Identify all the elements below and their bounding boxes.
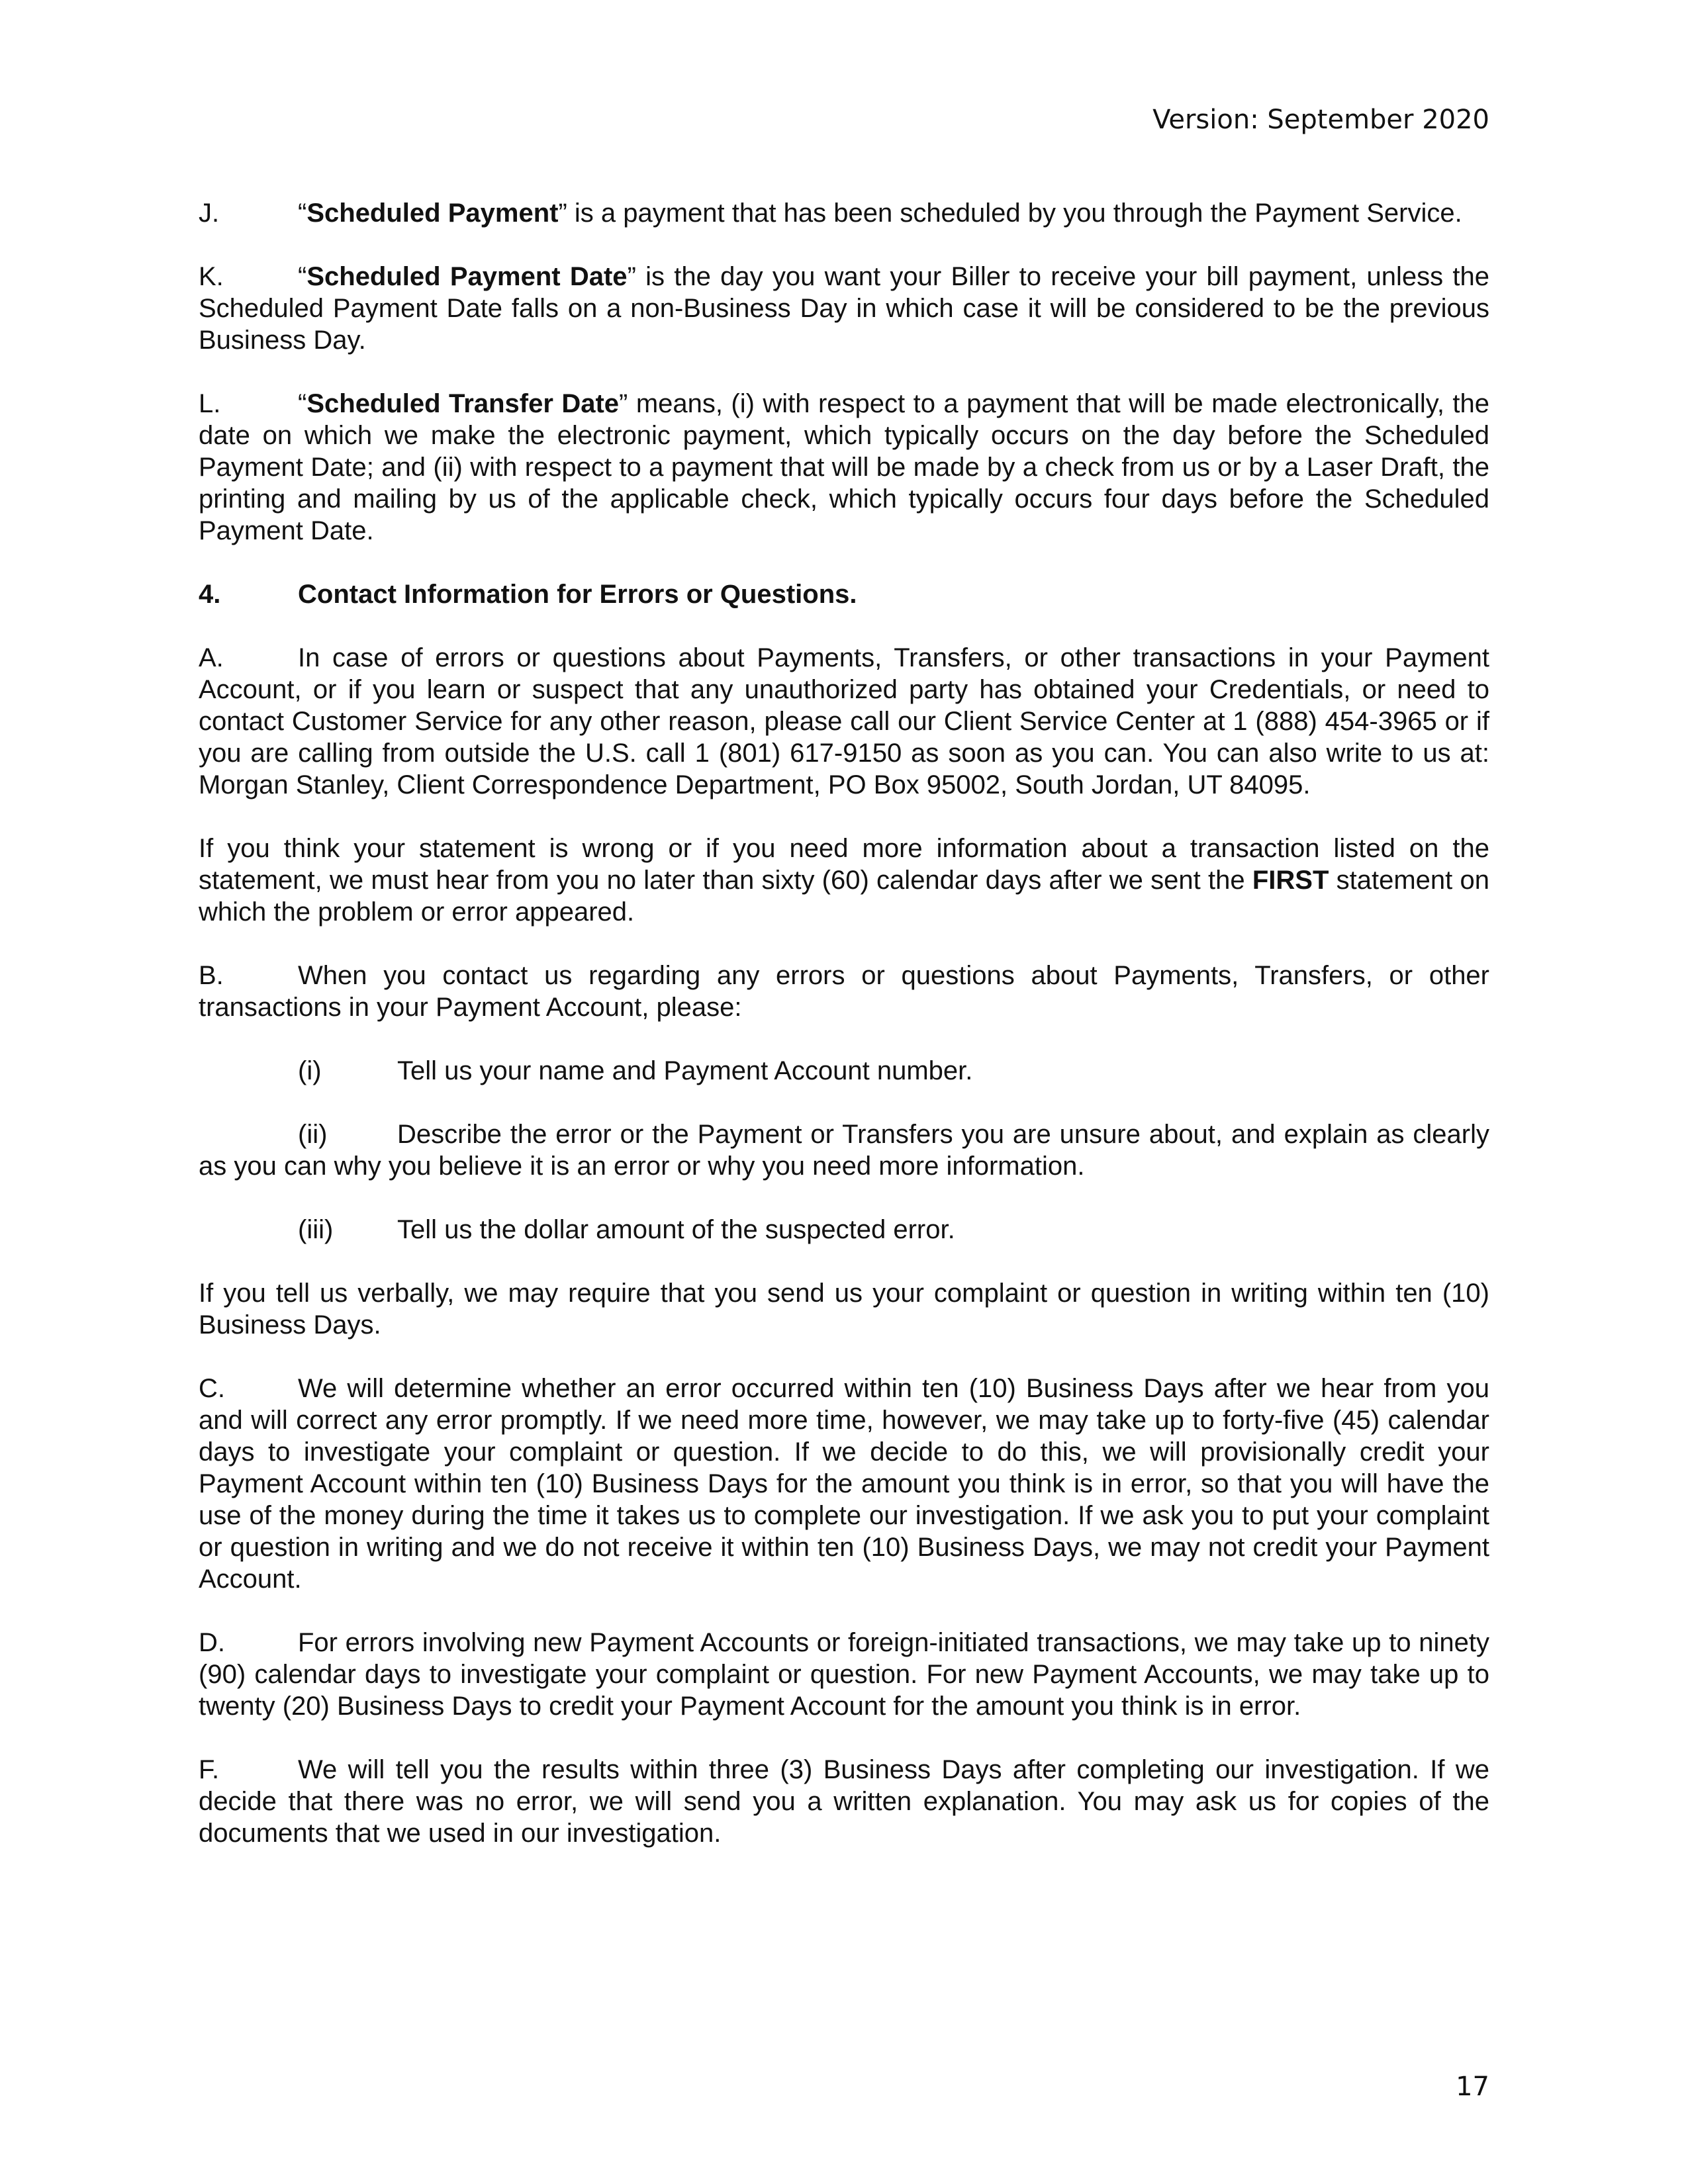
paragraph-b-item-2-text: Describe the error or the Payment or Transfers you are unsure about, and explain as clearly as you can why you believe it is an error or why you need more information. (199, 1120, 1489, 1181)
paragraph-f (199, 1754, 1489, 1849)
paragraph-b-item-2-marker: (ii) (298, 1120, 328, 1149)
paragraph-a-text: In case of errors or questions about Payments, Transfers, or other transactions in your Payment Account, or if you learn or suspect that any unauthorized party has obtained your Credentials, or need to contact Customer Service for any other reason, please call our Client Service Center at 1 (888) 454-3965 or if you are calling from outside the U.S. call 1 (801) 617-9150 as soon as you can. You can also write to us at: Morgan Stanley, Client Correspondence Department, PO Box 95002, South Jordan, UT 84095. (199, 643, 1489, 799)
page-number: 17 (1456, 2071, 1489, 2102)
paragraph-c (199, 1373, 1489, 1595)
definition-l-term: Scheduled Transfer Date (306, 389, 620, 418)
definition-l-marker: L. (199, 389, 221, 418)
definition-j (199, 197, 1489, 229)
definition-l-text: ” means, (i) with respect to a payment that will be made electronically, the date on which we make the electronic payment, which typically occurs on the day before the Scheduled Payment Date; and (ii) with respect to a payment that will be made by a check from us or by a Laser Draft, the printing and mailing by us of the applicable check, which typically occurs four days before the Scheduled Payment Date. (199, 389, 1489, 545)
paragraph-b-item-1-marker: (i) (298, 1056, 322, 1085)
paragraph-c-text: We will determine whether an error occurred within ten (10) Business Days after we hear from you and will correct any error promptly. If we need more time, however, we may take up to forty-five (45) calendar days to investigate your complaint or question. If we decide to do this, we will provisionally credit your Payment Account within ten (10) Business Days for the amount you think is in error, so that you will have the use of the money during the time it takes us to complete our investigation. If we ask you to put your complaint or question in writing and we do not receive it within ten (10) Business Days, we may not credit your Payment Account. (199, 1374, 1489, 1594)
definition-j-text: ” is a payment that has been scheduled by you through the Payment Service. (558, 199, 1462, 228)
paragraph-b-marker: B. (199, 961, 224, 990)
paragraph-a-marker: A. (199, 643, 224, 672)
definition-l-open-quote: “ (298, 389, 307, 418)
paragraph-c-marker: C. (199, 1374, 225, 1403)
statement-text-before: If you think your statement is wrong or if you need more information about a transaction listed on the statement, we must hear from you no later than sixty (60) calendar days after we sent the (199, 834, 1489, 895)
paragraph-b-item-1 (199, 1055, 1489, 1087)
paragraph-b-text: When you contact us regarding any errors or questions about Payments, Transfers, or other transactions in your Payment Account, please: (199, 961, 1489, 1022)
definition-j-marker: J. (199, 199, 220, 228)
definition-k-marker: K. (199, 262, 224, 291)
paragraph-a (199, 642, 1489, 801)
section-4-title: Contact Information for Errors or Questions. (298, 580, 857, 609)
definition-k-text: ” is the day you want your Biller to receive your bill payment, unless the Scheduled Payment Date falls on a non-Business Day in which case it will be considered to be the previous Business Day. (199, 262, 1489, 355)
section-4-heading (199, 578, 1489, 610)
section-4-number: 4. (199, 580, 221, 609)
version-label: Version: September 2020 (1152, 105, 1489, 135)
statement-paragraph (199, 833, 1489, 928)
paragraph-b-item-2 (199, 1118, 1489, 1182)
definition-k-open-quote: “ (298, 262, 307, 291)
paragraph-b-item-3 (199, 1214, 1489, 1246)
statement-text-after: statement on which the problem or error appeared. (199, 866, 1489, 927)
definition-k-term: Scheduled Payment Date (306, 262, 628, 291)
paragraph-f-marker: F. (199, 1755, 220, 1784)
paragraph-d-text: For errors involving new Payment Accounts or foreign-initiated transactions, we may take up to ninety (90) calendar days to investigate your complaint or question. For new Payment Accounts, we may take up to twenty (20) Business Days to credit your Payment Account for the amount you think is in error. (199, 1628, 1489, 1721)
paragraph-b-item-3-text: Tell us the dollar amount of the suspected error. (397, 1215, 955, 1244)
paragraph-d-marker: D. (199, 1628, 225, 1657)
definition-l (199, 388, 1489, 547)
verbal-paragraph: If you tell us verbally, we may require that you send us your complaint or question in writing within ten (10) Business Days. (199, 1279, 1489, 1340)
definition-k (199, 261, 1489, 356)
paragraph-d (199, 1627, 1489, 1722)
paragraph-b-item-1-text: Tell us your name and Payment Account number. (397, 1056, 973, 1085)
paragraph-f-text: We will tell you the results within three (3) Business Days after completing our investigation. If we decide that there was no error, we will send you a written explanation. You may ask us for copies of the documents that we used in our investigation. (199, 1755, 1489, 1848)
document-body (199, 197, 1489, 1881)
paragraph-b (199, 960, 1489, 1023)
definition-j-term: Scheduled Payment (306, 199, 559, 228)
statement-text-bold: FIRST (1252, 866, 1329, 895)
definition-j-open-quote: “ (298, 199, 307, 228)
paragraph-b-item-3-marker: (iii) (298, 1215, 334, 1244)
